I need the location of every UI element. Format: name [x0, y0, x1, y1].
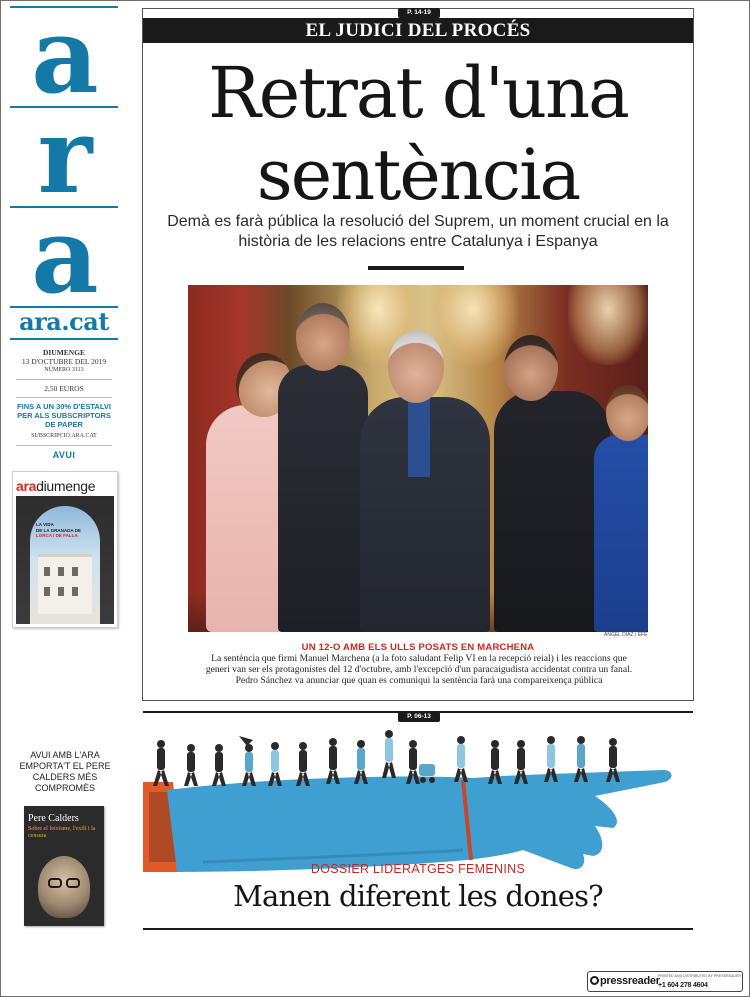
divider	[16, 379, 112, 380]
pressreader-phone: +1 604 278 4604	[658, 982, 708, 989]
figure-head	[388, 331, 444, 403]
figure-head	[504, 335, 558, 401]
book-title: Sobre el feixisme, l'exili i la censura	[28, 826, 96, 839]
second-story-page-tag[interactable]: P. 06-13	[398, 712, 440, 722]
supplement-brand	[13, 478, 117, 494]
section-banner: EL JUDICI DEL PROCÉS	[143, 18, 693, 43]
book-series	[24, 806, 104, 810]
pressreader-text: PRINTED AND DISTRIBUTED BY PRESSREADER	[658, 974, 742, 978]
masthead-letter-a: a	[31, 8, 97, 106]
figure-woman-blue	[594, 435, 648, 632]
caption-body: La sentència que firmi Manuel Marchena (a la foto saludant Felip VI en la recepció reial) i les reaccions que generi van ser els protagonistes del 12 d'octubre, amb l'excepció d'un paracaigudista accidentat contra un fanal. Pedro Sánchez va anunciar que quan es comuniqui la sentència farà una compareixença pública	[205, 653, 633, 686]
edition-price: 2,50 EUROS	[44, 384, 84, 393]
today-label: AVUI	[52, 450, 76, 460]
headline-line-2: sentència	[256, 134, 580, 216]
edition-date: 13 D'OCTUBRE DEL 2019	[21, 357, 107, 366]
divider	[16, 445, 112, 446]
second-story-rule-bottom	[143, 928, 693, 930]
figure-king	[278, 365, 368, 632]
masthead-letter-r: r	[37, 108, 91, 206]
masthead-letter-a2: a	[31, 208, 97, 306]
second-story-headline[interactable]: Manen diferent les dones?	[233, 879, 603, 913]
supplement-brand-suffix: diumenge	[36, 478, 96, 494]
pressreader-logo-text: pressreader	[600, 975, 660, 987]
figure-head	[606, 385, 648, 441]
main-headline[interactable]	[143, 52, 693, 216]
caption-kicker: UN 12-O AMB ELS ULLS POSATS EN MARCHENA	[301, 642, 535, 653]
top-story-page-tag[interactable]: P. 14-19	[398, 8, 440, 18]
photo-credit: ÀNGEL DIAZ / EFE	[604, 632, 648, 638]
subscription-offer: FINS A UN 30% D'ESTALVI PER ALS SUBSCRIPTORS DE PAPER	[17, 402, 111, 429]
subscription-link[interactable]: SUBSCRIPCIÓ.ARA.CAT	[31, 433, 97, 439]
supplement-cover-label	[36, 522, 96, 539]
pressreader-icon	[590, 976, 599, 985]
headline-line-1: Retrat d'una	[208, 52, 628, 134]
figure-head	[296, 303, 350, 371]
book-promo-text: AVUI AMB L'ARA EMPORTA'T EL PERE CALDERS MÉS COMPROMÈS	[19, 750, 111, 793]
edition-day: DIUMENGE	[42, 348, 86, 357]
supplement-cover-image	[16, 496, 114, 624]
supplement-cover-text-red: LORCA I DE FALLA	[36, 533, 78, 538]
supplement-cover[interactable]	[12, 471, 118, 628]
supplement-brand-prefix: ara	[16, 478, 37, 494]
chandelier-glow	[568, 285, 648, 365]
divider	[16, 397, 112, 398]
main-photo[interactable]	[188, 285, 648, 632]
book-cover[interactable]	[24, 806, 104, 926]
figure-tie	[408, 397, 430, 477]
edition-issue: NÚMERO 3113	[44, 367, 84, 373]
supplement-cover-text-2: DE LA GRANADA DE	[36, 527, 81, 533]
supplement-cover-text-1: LA VIDA	[36, 522, 54, 527]
author-portrait	[38, 856, 90, 918]
figure-marchena	[494, 391, 610, 632]
pressreader-badge[interactable]	[587, 971, 743, 992]
second-story-kicker: DOSSIER LIDERATGES FEMENINS	[310, 862, 526, 876]
masthead	[8, 6, 120, 460]
subheadline: Demà es farà pública la resolució del Suprem, un moment crucial en la història de les relacions entre Catalunya i Espanya	[167, 213, 669, 250]
building-shape	[38, 554, 92, 614]
book-author: Pere Calders	[28, 813, 79, 824]
headline-rule	[368, 266, 464, 270]
masthead-site[interactable]: ara.cat	[19, 307, 109, 336]
pressreader-logo	[590, 975, 660, 987]
